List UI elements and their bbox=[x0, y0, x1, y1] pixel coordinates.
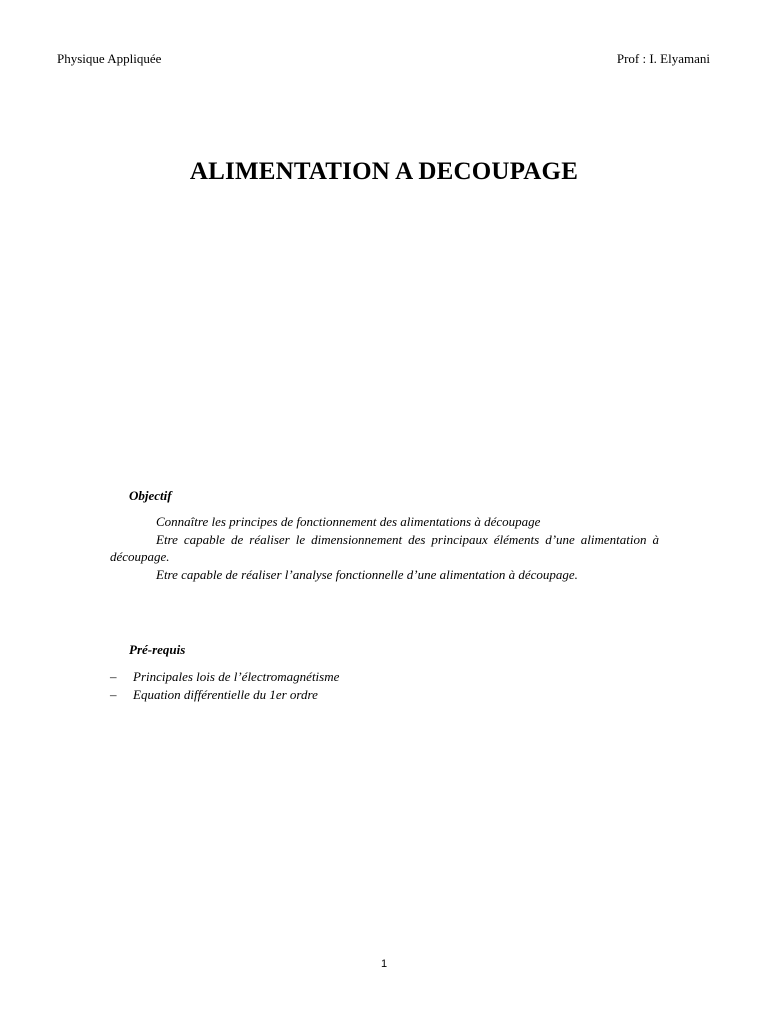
objectif-body bbox=[110, 513, 659, 583]
objectif-paragraph: Connaître les principes de fonctionnement des alimentations à découpage bbox=[156, 514, 541, 529]
list-item-text: Principales lois de l’électromagnétisme bbox=[133, 669, 340, 684]
page-number: 1 bbox=[380, 958, 388, 970]
objectif-paragraph: Etre capable de réaliser l’analyse fonctionnelle d’une alimentation à découpage. bbox=[156, 566, 578, 582]
list-bullet: – bbox=[110, 687, 117, 702]
header-author: Prof : I. Elyamani bbox=[616, 51, 710, 66]
objectif-heading: Objectif bbox=[129, 488, 172, 503]
list-item bbox=[110, 668, 659, 686]
list-item-text: Equation différentielle du 1er ordre bbox=[133, 687, 318, 702]
objectif-paragraph: Etre capable de réaliser le dimensionnement des principaux éléments d’une alimentation à découpage. bbox=[110, 531, 659, 564]
page-header bbox=[57, 51, 710, 71]
list-item bbox=[110, 686, 659, 704]
prerequis-list bbox=[110, 668, 659, 704]
list-bullet: – bbox=[110, 669, 117, 684]
header-subject: Physique Appliquée bbox=[57, 51, 162, 66]
prerequis-heading: Pré-requis bbox=[129, 642, 186, 657]
document-title: ALIMENTATION A DECOUPAGE bbox=[189, 158, 579, 185]
